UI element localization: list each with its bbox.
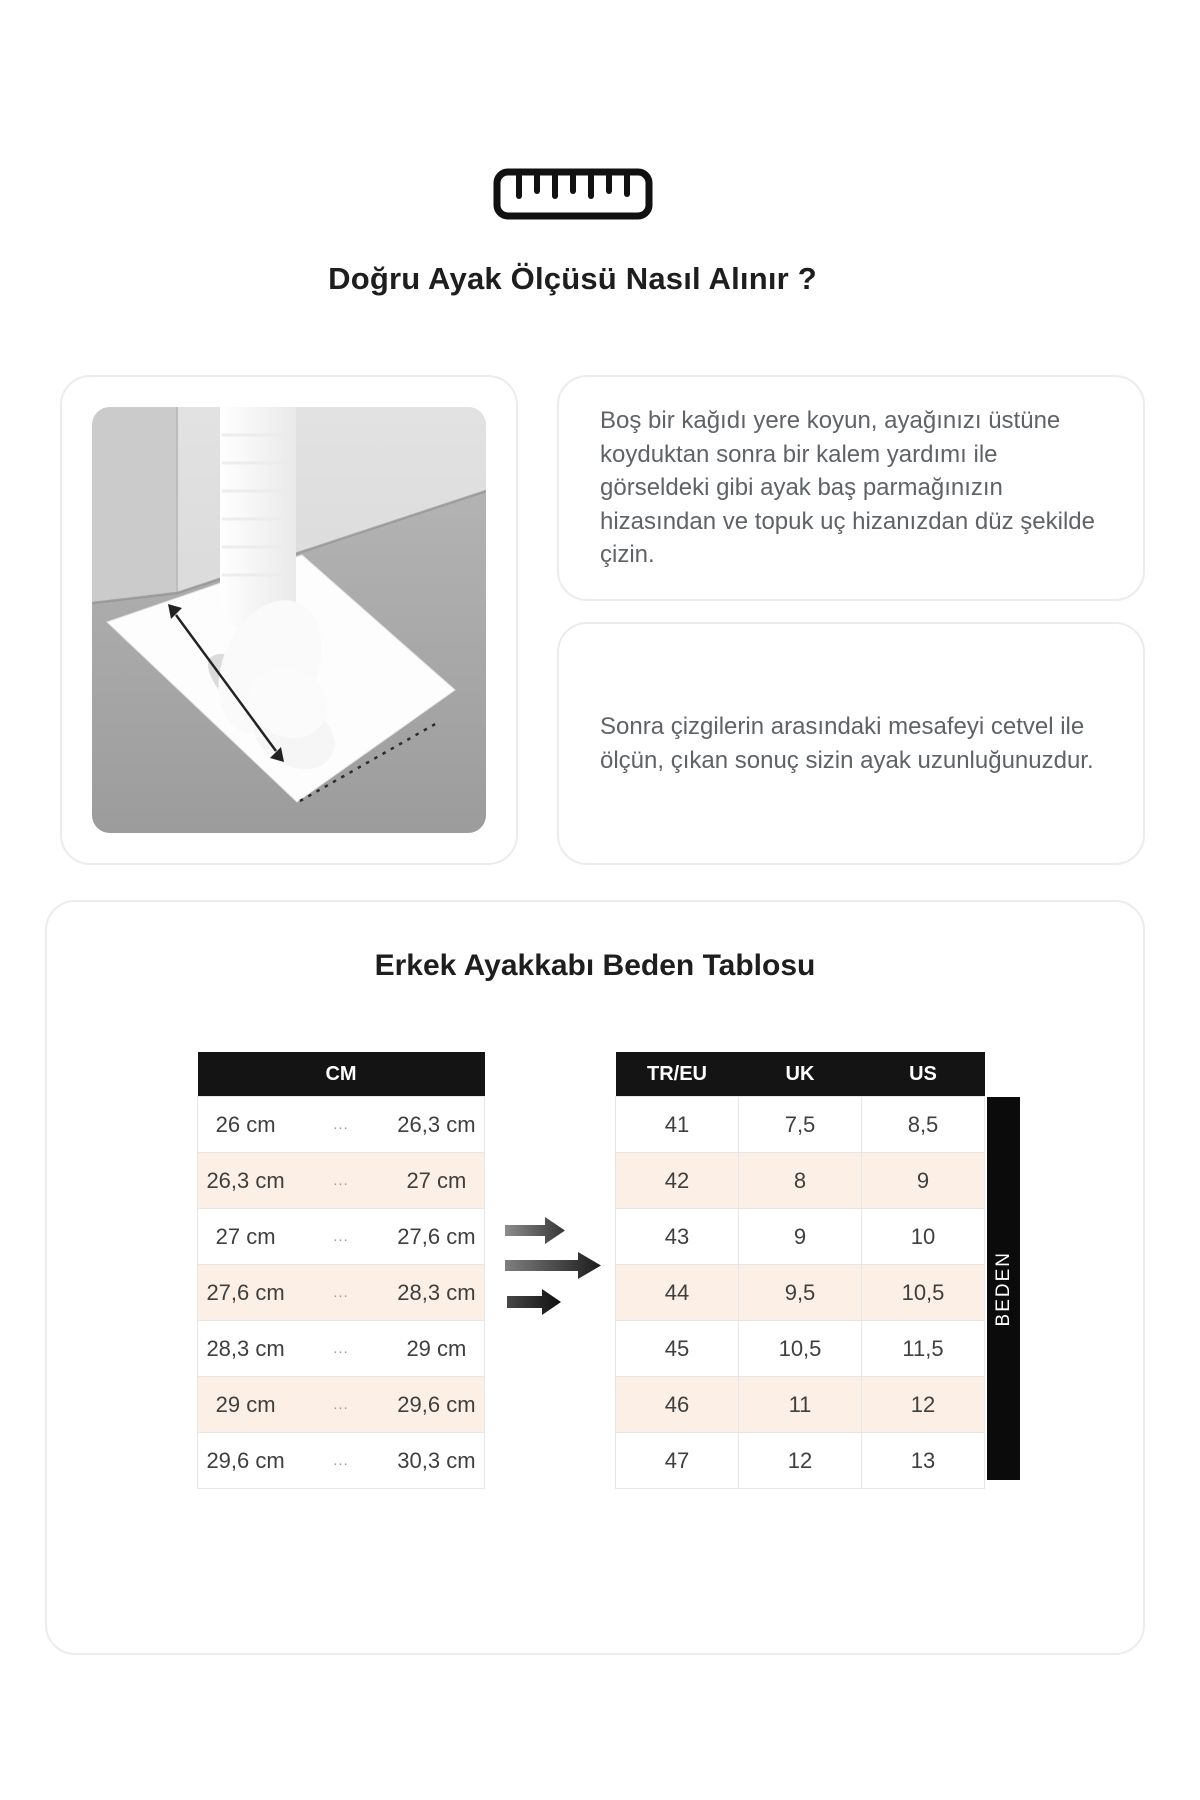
table-row	[616, 1265, 985, 1321]
range-separator: ...	[293, 1433, 389, 1489]
cm-header: CM	[198, 1052, 485, 1097]
ruler-icon	[493, 168, 653, 225]
table-cell: 7,5	[739, 1097, 862, 1153]
table-cell: 28,3 cm	[198, 1321, 294, 1377]
table-row	[616, 1097, 985, 1153]
table-cell: 11,5	[862, 1321, 985, 1377]
instruction-card-1	[557, 375, 1145, 601]
table-cell: 29,6 cm	[389, 1377, 485, 1433]
international-size-table	[615, 1052, 985, 1489]
table-cell: 44	[616, 1265, 739, 1321]
instruction-text-1: Boş bir kağıdı yere koyun, ayağınızı üstüne koyduktan sonra bir kalem yardımı ile görseldeki gibi ayak baş parmağınızın hizasından ve topuk uç hizanızdan düz şekilde çizin.	[600, 407, 1095, 568]
range-separator: ...	[293, 1153, 389, 1209]
range-separator: ...	[293, 1097, 389, 1153]
table-cell: 9	[862, 1153, 985, 1209]
table-cell: 12	[739, 1433, 862, 1489]
range-separator: ...	[293, 1377, 389, 1433]
table-cell: 41	[616, 1097, 739, 1153]
instruction-text-2: Sonra çizgilerin arasındaki mesafeyi cetvel ile ölçün, çıkan sonuç sizin ayak uzunluğunuzdur.	[600, 713, 1094, 774]
size-chart-title: Erkek Ayakkabı Beden Tablosu	[374, 949, 816, 982]
table-cell: 10,5	[862, 1265, 985, 1321]
table-cell: 10,5	[739, 1321, 862, 1377]
range-separator: ...	[293, 1209, 389, 1265]
foot-measurement-photo	[92, 407, 486, 833]
table-cell: 29 cm	[389, 1321, 485, 1377]
table-cell: 46	[616, 1377, 739, 1433]
table-cell: 27,6 cm	[389, 1209, 485, 1265]
table-row	[616, 1377, 985, 1433]
table-cell: 10	[862, 1209, 985, 1265]
column-header: TR/EU	[616, 1052, 739, 1097]
foot-on-paper-illustration	[92, 407, 486, 833]
table-row	[198, 1153, 485, 1209]
table-row	[198, 1377, 485, 1433]
table-row	[616, 1433, 985, 1489]
size-chart-card	[45, 900, 1145, 1655]
page-header	[0, 168, 1145, 297]
table-cell: 9,5	[739, 1265, 862, 1321]
table-cell: 43	[616, 1209, 739, 1265]
table-cell: 45	[616, 1321, 739, 1377]
table-cell: 28,3 cm	[389, 1265, 485, 1321]
table-cell: 26,3 cm	[389, 1097, 485, 1153]
table-cell: 27 cm	[198, 1209, 294, 1265]
table-row	[616, 1153, 985, 1209]
table-cell: 42	[616, 1153, 739, 1209]
cm-range-table	[197, 1052, 485, 1489]
table-cell: 29,6 cm	[198, 1433, 294, 1489]
table-cell: 9	[739, 1209, 862, 1265]
table-header-row	[198, 1052, 485, 1097]
beden-label: BEDEN	[992, 1250, 1014, 1327]
column-header: US	[862, 1052, 985, 1097]
table-cell: 8,5	[862, 1097, 985, 1153]
table-cell: 27,6 cm	[198, 1265, 294, 1321]
table-cell: 30,3 cm	[389, 1433, 485, 1489]
table-row	[616, 1321, 985, 1377]
table-cell: 12	[862, 1377, 985, 1433]
table-header-row	[616, 1052, 985, 1097]
column-header: UK	[739, 1052, 862, 1097]
page-title: Doğru Ayak Ölçüsü Nasıl Alınır ?	[328, 261, 817, 296]
table-cell: 47	[616, 1433, 739, 1489]
measurement-photo-card	[60, 375, 518, 865]
table-row	[616, 1209, 985, 1265]
table-row	[198, 1097, 485, 1153]
table-row	[198, 1321, 485, 1377]
table-cell: 26 cm	[198, 1097, 294, 1153]
transfer-arrows-icon	[505, 1215, 605, 1319]
table-row	[198, 1209, 485, 1265]
table-cell: 11	[739, 1377, 862, 1433]
instruction-card-2	[557, 622, 1145, 865]
beden-vertical-bar	[987, 1097, 1020, 1480]
table-cell: 13	[862, 1433, 985, 1489]
table-cell: 27 cm	[389, 1153, 485, 1209]
table-cell: 8	[739, 1153, 862, 1209]
table-cell: 26,3 cm	[198, 1153, 294, 1209]
table-row	[198, 1265, 485, 1321]
range-separator: ...	[293, 1321, 389, 1377]
range-separator: ...	[293, 1265, 389, 1321]
table-row	[198, 1433, 485, 1489]
table-cell: 29 cm	[198, 1377, 294, 1433]
